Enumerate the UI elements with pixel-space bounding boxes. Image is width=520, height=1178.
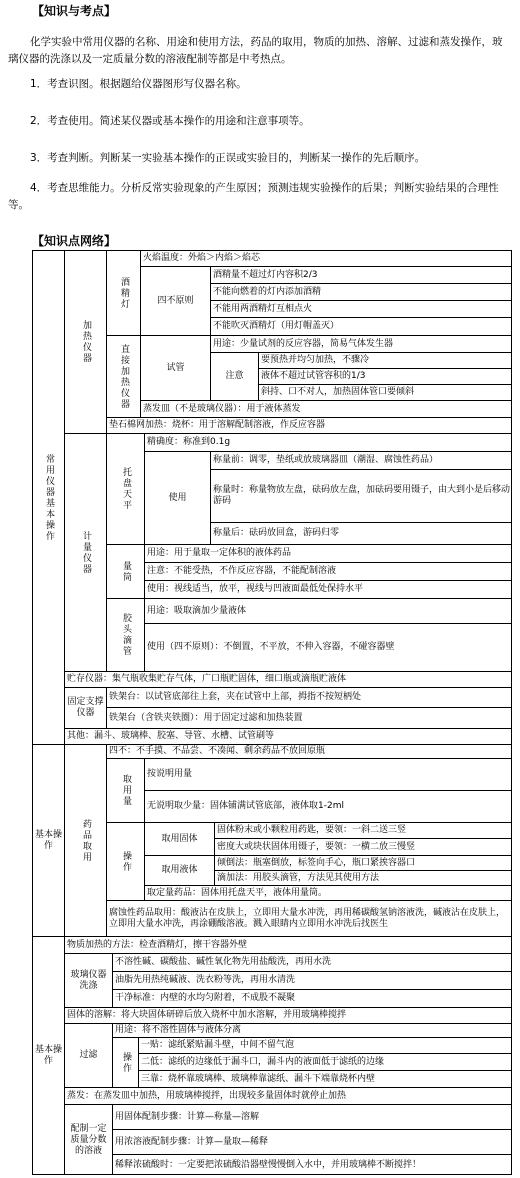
table-cell: 称量后：砝码放回盒，游码归零 xyxy=(213,528,340,538)
table-cell: 固定支撑仪器 xyxy=(67,697,104,718)
table-cell: 固体粉末或小颗粒用药匙，要领：一斜二送三竖 xyxy=(217,825,407,835)
table-cell: 油脂先用热纯碱液、洗衣粉等洗，再用水清洗 xyxy=(115,975,296,985)
table-cell: 固体的溶解：将大块固体研碎后放入烧杯中加水溶解，并用玻璃棒搅拌 xyxy=(67,1010,347,1020)
table-cell: 注意：不能受热，不作反应容器，不能配制溶液 xyxy=(147,566,337,576)
table-cell: 无说明取少量：固体铺满试管底部，液体取1-2ml xyxy=(147,801,344,811)
point-2: 2．考查使用。简述某仪器或基本操作的用途和注意事项等。 xyxy=(30,115,310,127)
table-cell: 试管 xyxy=(166,362,185,373)
section-title: 【知识与考点】 xyxy=(32,4,117,18)
table-cell: 基本操作 xyxy=(35,829,63,851)
intro-paragraph: 化学实验中常用仪器的名称、用途和使用方法，药品的取用，物质的加热、溶解、过滤和蒸发操作，玻璃仪器的洗涤以及一定质量分数的溶液配制等都是中考热点。 xyxy=(8,36,503,65)
table-cell: 不能用两酒精灯互相点火 xyxy=(213,303,313,314)
table-cell: 四不：不手摸、不品尝、不凑闻、剩余药品不放回原瓶 xyxy=(109,746,326,756)
table-cell: 铁架台（含铁夹铁圈）：用于固定过滤和加热装置 xyxy=(109,712,303,723)
network-title: 【知识点网络】 xyxy=(32,234,117,248)
table-cell: 精确度：称准到0.1g xyxy=(147,437,231,447)
table-cell: 不能向燃着的灯内添加酒精 xyxy=(213,286,322,297)
table-cell: 倾倒法：瓶塞倒放，标签向手心，瓶口紧挨容器口 xyxy=(217,857,416,868)
table-cell: 按说明用量 xyxy=(147,769,193,779)
table-cell: 物质加热的方法：检查酒精灯，擦干容器外壁 xyxy=(67,939,248,950)
point-3: 3．考查判断。判断某一实验基本操作的正误或实验目的，判断某一操作的先后顺序。 xyxy=(30,152,426,164)
table-cell: 用途：少量试剂的反应容器，简易气体发生器 xyxy=(213,338,394,349)
table-cell: 贮存仪器：集气瓶收集贮存气体，广口瓶贮固体，细口瓶或滴瓶贮液体 xyxy=(67,674,347,684)
table-cell: 四不原则 xyxy=(157,295,194,306)
table-cell: 配制一定质量分数的溶液 xyxy=(70,1123,107,1156)
table-cell: 使用（四不原则）：不倒置，不平放，不伸入容器，不碰容器壁 xyxy=(147,642,395,652)
table-cell: 稀释浓硫酸时：一定要把浓硫酸沿器壁慢慢倒入水中，并用玻璃棒不断搅拌！ xyxy=(115,1159,422,1170)
table-cell: 要预热并均匀加热，不骤冷 xyxy=(261,355,370,365)
table-cell: 直接加热仪器 xyxy=(119,343,129,410)
table-cell: 酒精量不超过灯内容积2/3 xyxy=(213,269,318,280)
table-cell: 二低：滤纸的边缘低于漏斗口，漏斗内的液面低于滤纸的边缘 xyxy=(141,1056,385,1067)
table-cell: 用途：吸取滴加少量液体 xyxy=(147,605,247,616)
table-cell: 液体不超过试管容积的1/3 xyxy=(261,371,366,381)
table-cell: 胶头滴管 xyxy=(121,613,131,657)
table-cell: 计量仪器 xyxy=(81,530,91,575)
table-cell: 垫石棉网加热：烧杯：用于溶解配制溶液，作反应容器 xyxy=(109,420,326,430)
table-cell: 常用仪器基本操作 xyxy=(44,453,54,542)
table-cell: 用浓溶液配制步骤：计算—量取—稀释 xyxy=(115,1136,269,1147)
table-cell: 铁架台：以试管底部往上套，夹在试管中上部，拇指不按短柄处 xyxy=(109,692,362,702)
table-cell: 不溶性碱、碳酸盐、碱性氧化物先用盐酸洗，再用水洗 xyxy=(115,957,332,967)
table-cell: 滴加法：用胶头滴管，方法见其使用方法 xyxy=(217,872,380,883)
table-cell: 酒精灯 xyxy=(119,276,129,310)
knowledge-network-table xyxy=(32,250,512,1175)
table-cell: 使用 xyxy=(168,492,187,503)
table-cell: 用途：将不溶性固体与液体分离 xyxy=(115,1025,242,1035)
table-cell: 取用固体 xyxy=(161,833,198,844)
table-cell: 一贴：滤纸紧贴漏斗壁，中间不留气泡 xyxy=(141,1040,295,1050)
table-cell: 取用量 xyxy=(121,774,131,807)
table-cell: 操作 xyxy=(121,850,131,873)
point-1: 1．考查识图。根据题给仪器图形写仪器名称。 xyxy=(30,78,247,90)
table-cell: 斜持、口不对人，加热固体管口要倾斜 xyxy=(261,387,415,397)
table-cell: 蒸发：在蒸发皿中加热，用玻璃棒搅拌，出现较多量固体时就停止加热 xyxy=(67,1090,347,1101)
table-cell: 使用：视线适当，放平，视线与凹液面最低处保持水平 xyxy=(147,584,364,594)
table-cell: 不能吹灭酒精灯（用灯帽盖灭） xyxy=(213,321,340,331)
table-cell: 称量前：调零，垫纸或放玻璃器皿（潮湿、腐蚀性药品） xyxy=(213,455,439,465)
table-cell: 蒸发皿（不是玻璃仪器）：用于液体蒸发 xyxy=(143,403,301,414)
table-cell: 托盘天平 xyxy=(121,467,131,511)
table-cell: 用途：用于量取一定体积的液体药品 xyxy=(147,548,292,558)
table-cell: 操作 xyxy=(121,1051,131,1074)
table-cell: 干净标准：内壁的水均匀附着，不成股不凝聚 xyxy=(115,993,296,1003)
table-cell: 玻璃仪器洗涤 xyxy=(70,969,107,991)
table-cell: 三靠：烧杯靠玻璃棒、玻璃棒靠滤纸、漏斗下端靠烧杯内壁 xyxy=(141,1073,376,1084)
table-cell: 注意 xyxy=(225,371,244,381)
table-cell: 取用液体 xyxy=(161,865,198,875)
table-cell: 基本操作 xyxy=(35,1045,63,1066)
table-cell: 其他：漏斗、玻璃棒、胶塞、导管、水槽、试管刷等 xyxy=(67,731,275,741)
table-cell: 用固体配制步骤：计算—称量—溶解 xyxy=(115,1111,260,1122)
table-cell: 药品取用 xyxy=(81,818,91,863)
table-cell: 过滤 xyxy=(79,1050,98,1060)
table-cell: 腐蚀性药品取用：酸液沾在皮肤上，立即用大量水冲洗，再用稀碳酸氢钠溶液洗，碱液沾在皮肤上，立即用大量水冲洗，再涂硼酸溶液。溅入眼睛内立即用水冲洗后找医生 xyxy=(109,907,506,929)
table-cell: 火焰温度：外焰＞内焰＞焰芯 xyxy=(143,253,261,263)
table-cell: 取定量药品：固体用托盘天平，液体用量筒。 xyxy=(147,887,328,898)
table-cell: 量筒 xyxy=(121,560,131,583)
table-cell: 加热仪器 xyxy=(81,320,91,364)
table-cell: 称量时：称量物放左盘，砝码放左盘，加砝码要用镊子，由大到小是后移动游码 xyxy=(213,485,511,506)
point-4: 4．考查思维能力。分析反常实验现象的产生原因；预测违规实验操作的后果；判断实验结果的合理性等。 xyxy=(8,182,499,211)
table-cell: 密度大或块状固体用镊子，要领：一横二放三慢竖 xyxy=(217,841,416,852)
